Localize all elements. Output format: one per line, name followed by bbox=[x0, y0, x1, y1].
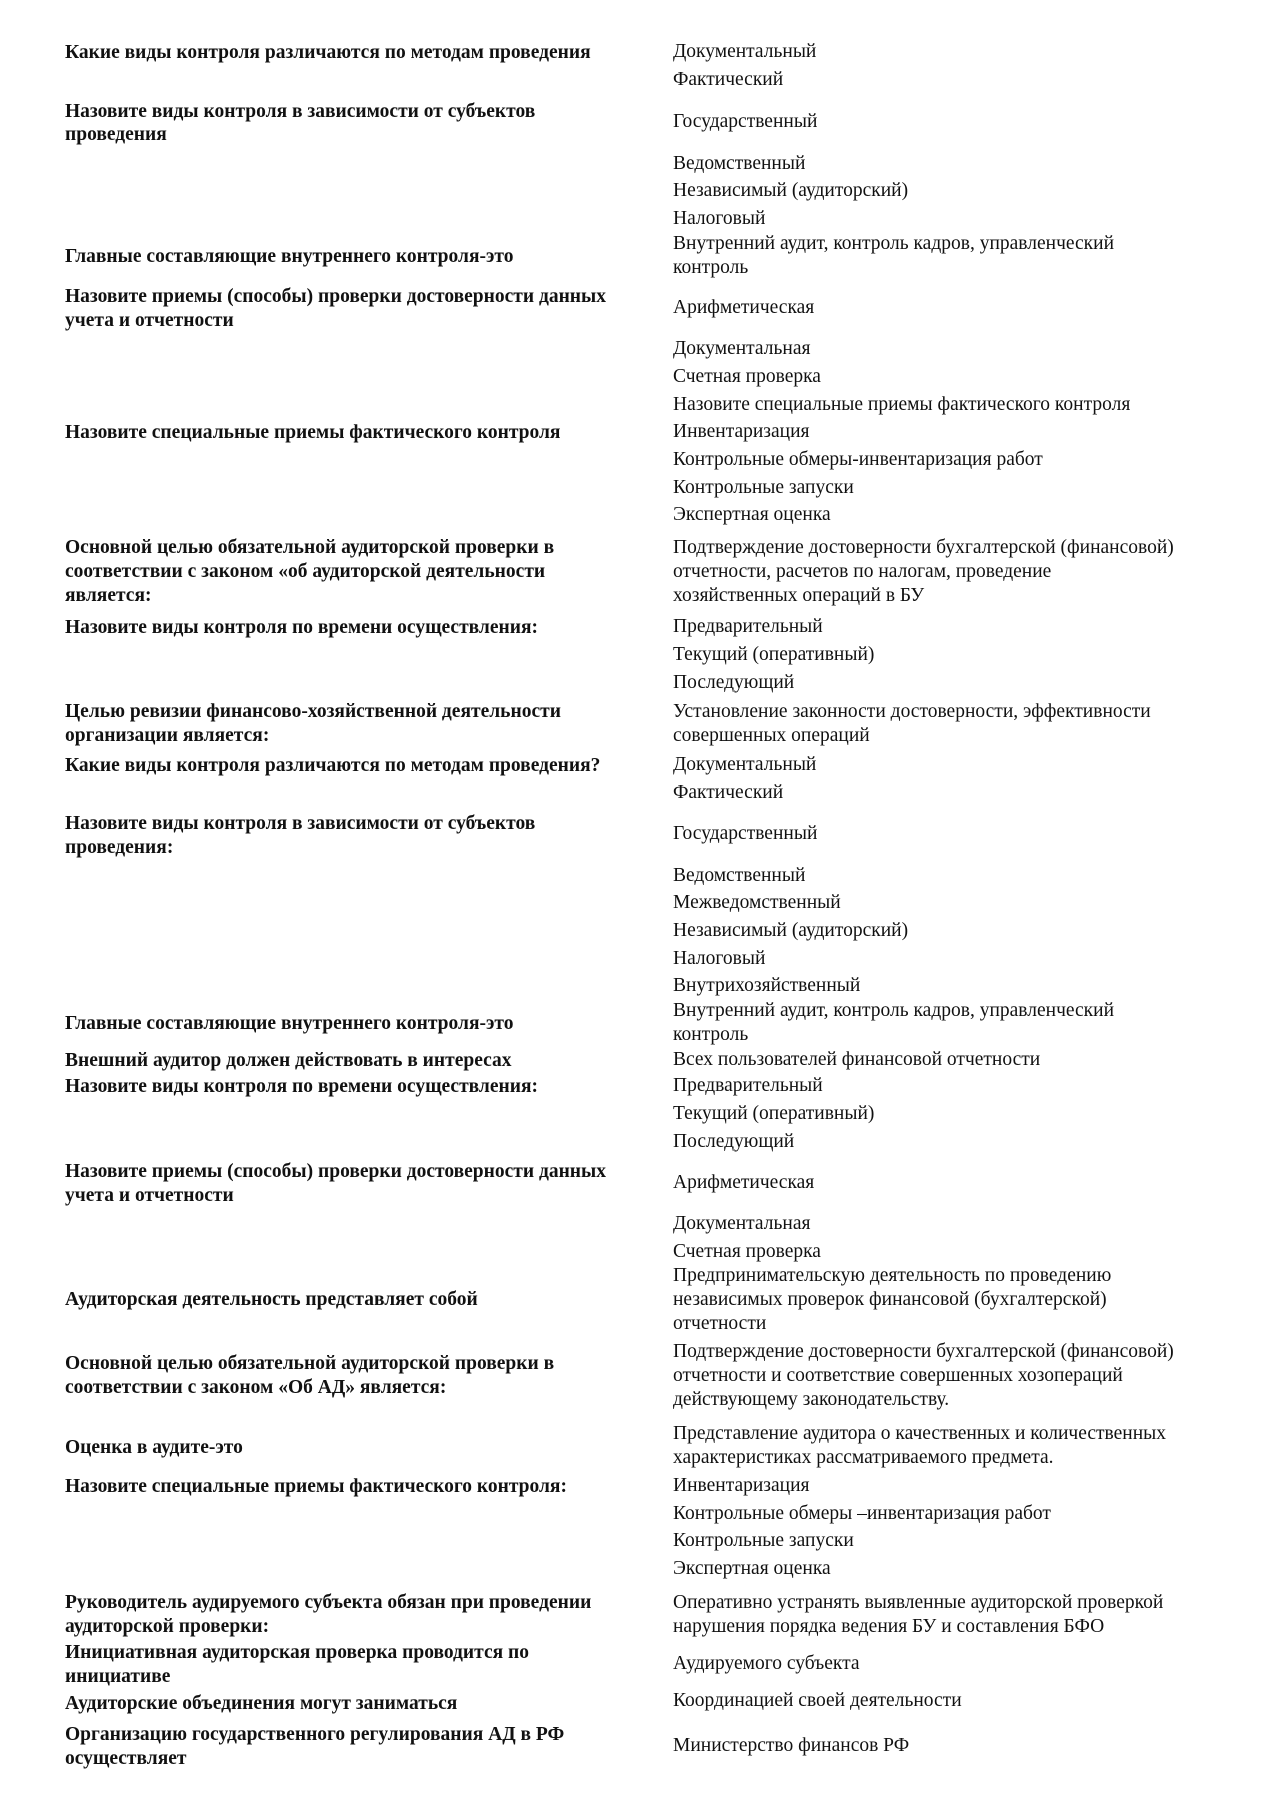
answer-line: отчетности bbox=[673, 1313, 767, 1334]
question-line: Назовите специальные приемы фактического контроля bbox=[65, 422, 561, 443]
answer-line: Текущий (оперативный) bbox=[673, 1103, 875, 1124]
answer-line: Контрольные запуски bbox=[673, 477, 854, 498]
answer-line: Предварительный bbox=[673, 616, 823, 637]
question-line: Назовите виды контроля в зависимости от субъектов bbox=[65, 101, 536, 122]
question-line: Назовите виды контроля по времени осуществления: bbox=[65, 1076, 539, 1097]
question-line: Назовите специальные приемы фактического контроля: bbox=[65, 1476, 567, 1497]
answer-line: Внутренний аудит, контроль кадров, управленческий bbox=[673, 233, 1115, 254]
question-line: Назовите приемы (способы) проверки достоверности данных bbox=[65, 1161, 607, 1182]
question-line: Какие виды контроля различаются по методам проведения? bbox=[65, 755, 601, 776]
answer-line: Арифметическая bbox=[673, 1172, 815, 1193]
answer-line: независимых проверок финансовой (бухгалтерской) bbox=[673, 1289, 1107, 1310]
question-line: аудиторской проверки: bbox=[65, 1616, 270, 1637]
answer-line: Межведомственный bbox=[673, 892, 841, 913]
question-line: соответствии с законом «Об АД» является: bbox=[65, 1377, 447, 1398]
answer-line: Контрольные обмеры-инвентаризация работ bbox=[673, 449, 1043, 470]
answer-line: Счетная проверка bbox=[673, 366, 821, 387]
answer-line: Последующий bbox=[673, 672, 795, 693]
answer-line: Подтверждение достоверности бухгалтерской (финансовой) bbox=[673, 1341, 1174, 1362]
answer-line: Независимый (аудиторский) bbox=[673, 920, 909, 941]
answer-line: Арифметическая bbox=[673, 297, 815, 318]
answer-line: Независимый (аудиторский) bbox=[673, 180, 909, 201]
answer-line: Внутрихозяйственный bbox=[673, 975, 861, 996]
question-line: осуществляет bbox=[65, 1748, 187, 1769]
answer-line: нарушения порядка ведения БУ и составления БФО bbox=[673, 1616, 1105, 1637]
answer-line: Всех пользователей финансовой отчетности bbox=[673, 1049, 1041, 1070]
question-line: соответствии с законом «об аудиторской деятельности bbox=[65, 561, 546, 582]
answer-line: контроль bbox=[673, 1024, 749, 1045]
question-line: Оценка в аудите-это bbox=[65, 1437, 243, 1458]
answer-line: Текущий (оперативный) bbox=[673, 644, 875, 665]
question-line: Назовите приемы (способы) проверки достоверности данных bbox=[65, 286, 607, 307]
answer-line: Ведомственный bbox=[673, 153, 806, 174]
answer-line: контроль bbox=[673, 257, 749, 278]
question-line: Главные составляющие внутреннего контроля-это bbox=[65, 246, 514, 267]
answer-line: Координацией своей деятельности bbox=[673, 1690, 962, 1711]
answer-line: Фактический bbox=[673, 782, 784, 803]
answer-line: Государственный bbox=[673, 111, 818, 132]
answer-line: хозяйственных операций в БУ bbox=[673, 585, 925, 606]
answer-line: Ведомственный bbox=[673, 865, 806, 886]
answer-line: Подтверждение достоверности бухгалтерской (финансовой) bbox=[673, 537, 1174, 558]
answer-line: Оперативно устранять выявленные аудиторской проверкой bbox=[673, 1592, 1164, 1613]
answer-line: Контрольные запуски bbox=[673, 1530, 854, 1551]
answer-line: Налоговый bbox=[673, 948, 766, 969]
question-line: Целью ревизии финансово-хозяйственной деятельности bbox=[65, 701, 561, 722]
question-line: Внешний аудитор должен действовать в интересах bbox=[65, 1050, 512, 1071]
answer-line: совершенных операций bbox=[673, 725, 870, 746]
answer-line: Инвентаризация bbox=[673, 1475, 810, 1496]
question-line: учета и отчетности bbox=[65, 1185, 234, 1206]
question-line: Аудиторские объединения могут заниматься bbox=[65, 1693, 458, 1714]
answer-line: характеристиках рассматриваемого предмета. bbox=[673, 1447, 1054, 1468]
question-line: организации является: bbox=[65, 725, 270, 746]
answer-line: Внутренний аудит, контроль кадров, управленческий bbox=[673, 1000, 1115, 1021]
question-line: учета и отчетности bbox=[65, 310, 234, 331]
question-line: Основной целью обязательной аудиторской проверки в bbox=[65, 537, 555, 558]
answer-line: Предпринимательскую деятельность по проведению bbox=[673, 1265, 1112, 1286]
answer-line: Контрольные обмеры –инвентаризация работ bbox=[673, 1503, 1051, 1524]
answer-line: Последующий bbox=[673, 1131, 795, 1152]
answer-line: Государственный bbox=[673, 823, 818, 844]
answer-line: Документальный bbox=[673, 754, 817, 775]
answer-line: Представление аудитора о качественных и количественных bbox=[673, 1423, 1166, 1444]
answer-line: Аудируемого субъекта bbox=[673, 1653, 860, 1674]
question-line: проведения: bbox=[65, 837, 174, 858]
question-line: Назовите виды контроля в зависимости от субъектов bbox=[65, 813, 536, 834]
answer-line: Фактический bbox=[673, 69, 784, 90]
answer-line: Документальная bbox=[673, 1213, 811, 1234]
question-line: инициативе bbox=[65, 1666, 171, 1687]
question-line: проведения bbox=[65, 124, 167, 145]
answer-line: Документальная bbox=[673, 338, 811, 359]
answer-line: отчетности, расчетов по налогам, проведение bbox=[673, 561, 1052, 582]
answer-line: отчетности и соответствие совершенных хозопераций bbox=[673, 1365, 1123, 1386]
answer-line: Экспертная оценка bbox=[673, 504, 831, 525]
answer-line: Налоговый bbox=[673, 208, 766, 229]
answer-line: Экспертная оценка bbox=[673, 1558, 831, 1579]
question-line: Какие виды контроля различаются по методам проведения bbox=[65, 42, 591, 63]
answer-line: Предварительный bbox=[673, 1075, 823, 1096]
answer-line: действующему законодательству. bbox=[673, 1389, 950, 1410]
question-line: Инициативная аудиторская проверка проводится по bbox=[65, 1642, 530, 1663]
answer-line: Установление законности достоверности, эффективности bbox=[673, 701, 1151, 722]
answer-line: Документальный bbox=[673, 41, 817, 62]
question-line: Назовите виды контроля по времени осуществления: bbox=[65, 617, 539, 638]
answer-line: Счетная проверка bbox=[673, 1241, 821, 1262]
answer-line: Министерство финансов РФ bbox=[673, 1735, 910, 1756]
answer-line: Инвентаризация bbox=[673, 421, 810, 442]
question-line: Организацию государственного регулирования АД в РФ bbox=[65, 1724, 565, 1745]
question-line: Главные составляющие внутреннего контроля-это bbox=[65, 1013, 514, 1034]
question-line: является: bbox=[65, 585, 152, 606]
question-line: Аудиторская деятельность представляет собой bbox=[65, 1289, 478, 1310]
question-line: Основной целью обязательной аудиторской проверки в bbox=[65, 1353, 555, 1374]
answer-line: Назовите специальные приемы фактического контроля bbox=[673, 394, 1131, 415]
question-line: Руководитель аудируемого субъекта обязан при проведении bbox=[65, 1592, 592, 1613]
